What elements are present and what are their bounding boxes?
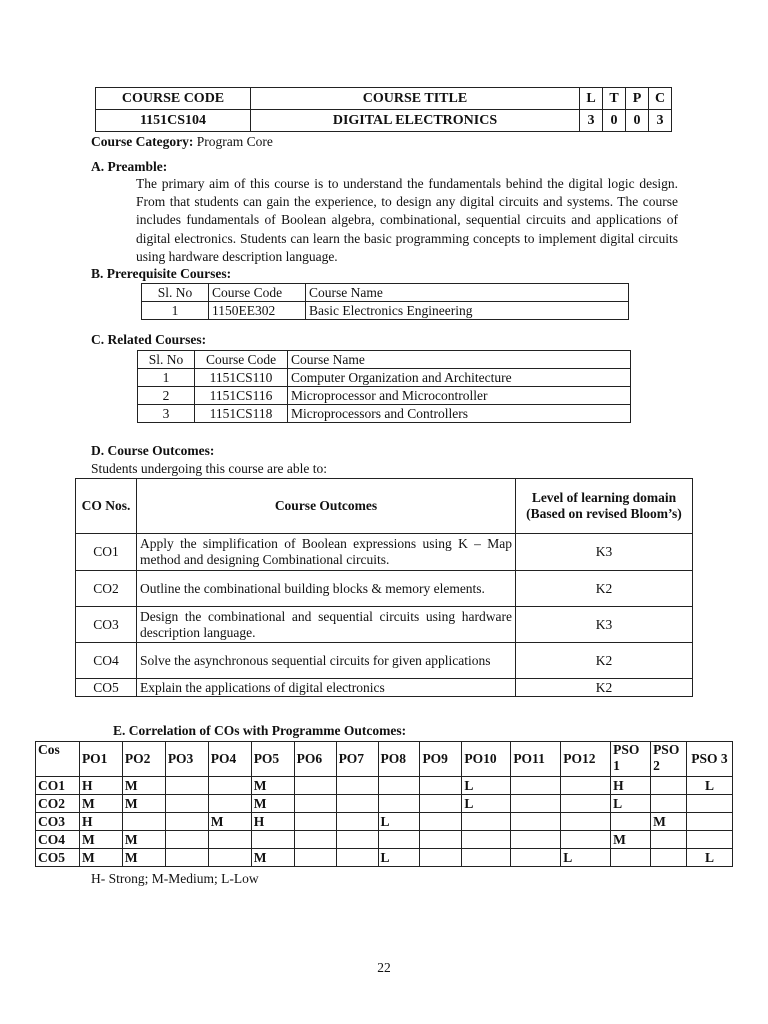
correlation-cell xyxy=(611,849,651,867)
correlation-cell xyxy=(462,813,511,831)
header-p-label: P xyxy=(626,88,649,110)
correlation-cell xyxy=(651,849,687,867)
correlation-cell xyxy=(165,849,208,867)
correlation-row-label: CO4 xyxy=(36,831,80,849)
tutorial-hours: 0 xyxy=(603,110,626,132)
correlation-col-header: PO11 xyxy=(511,742,561,777)
correlation-cell: M xyxy=(122,777,165,795)
co-description: Solve the asynchronous sequential circuits for given applications xyxy=(137,643,516,679)
correlation-cell xyxy=(420,795,462,813)
correlation-cell xyxy=(251,831,294,849)
course-title: DIGITAL ELECTRONICS xyxy=(251,110,580,132)
correlation-cell xyxy=(511,795,561,813)
prerequisite-col-code: Course Code xyxy=(209,284,306,302)
correlation-cell: L xyxy=(561,849,611,867)
table-row xyxy=(36,777,733,795)
prerequisite-table xyxy=(141,283,629,320)
co-description: Apply the simplification of Boolean expressions using K – Map method and designing Combinational circuits. xyxy=(137,534,516,571)
correlation-cell: L xyxy=(378,849,420,867)
correlation-cell xyxy=(462,849,511,867)
correlation-cell xyxy=(336,831,378,849)
correlation-col-header: PO2 xyxy=(122,742,165,777)
correlation-cell xyxy=(294,831,336,849)
correlation-cell: M xyxy=(611,831,651,849)
correlation-cell xyxy=(611,813,651,831)
correlation-cell: H xyxy=(611,777,651,795)
header-t-label: T xyxy=(603,88,626,110)
related-heading: C. Related Courses: xyxy=(91,332,207,347)
co-level: K3 xyxy=(516,607,693,643)
correlation-cell xyxy=(686,813,732,831)
correlation-cell: M xyxy=(122,795,165,813)
page-number: 22 xyxy=(377,960,391,975)
related-table xyxy=(137,350,631,423)
correlation-cell xyxy=(294,777,336,795)
table-cell: 2 xyxy=(138,387,195,405)
outcomes-col-course-outcomes: Course Outcomes xyxy=(137,479,516,534)
header-course-title-label: COURSE TITLE xyxy=(251,88,580,110)
prerequisite-col-slno: Sl. No xyxy=(142,284,209,302)
correlation-cell: M xyxy=(122,849,165,867)
correlation-col-header: PO7 xyxy=(336,742,378,777)
correlation-cell xyxy=(651,795,687,813)
correlation-col-header: PO9 xyxy=(420,742,462,777)
correlation-cell xyxy=(294,795,336,813)
table-cell: 1 xyxy=(138,369,195,387)
correlation-cell xyxy=(420,831,462,849)
table-cell: 3 xyxy=(138,405,195,423)
co-id: CO3 xyxy=(76,607,137,643)
course-category xyxy=(91,134,273,150)
correlation-row-label: CO3 xyxy=(36,813,80,831)
table-cell: Microprocessors and Controllers xyxy=(288,405,631,423)
outcomes-intro: Students undergoing this course are able to: xyxy=(91,461,327,476)
correlation-cell xyxy=(122,813,165,831)
table-row xyxy=(76,534,693,571)
correlation-col-header: Cos xyxy=(36,742,80,777)
correlation-cell: M xyxy=(79,831,122,849)
correlation-cell xyxy=(165,813,208,831)
correlation-cell: H xyxy=(79,777,122,795)
table-cell: Basic Electronics Engineering xyxy=(306,302,629,320)
correlation-cell xyxy=(165,795,208,813)
correlation-cell xyxy=(511,777,561,795)
table-row xyxy=(36,831,733,849)
correlation-cell: L xyxy=(462,795,511,813)
correlation-cell xyxy=(462,831,511,849)
correlation-cell xyxy=(165,777,208,795)
correlation-cell xyxy=(651,777,687,795)
correlation-cell xyxy=(208,831,251,849)
correlation-cell: M xyxy=(251,777,294,795)
related-col-slno: Sl. No xyxy=(138,351,195,369)
correlation-cell xyxy=(561,813,611,831)
correlation-cell: M xyxy=(208,813,251,831)
co-level: K3 xyxy=(516,534,693,571)
table-row xyxy=(76,571,693,607)
table-row xyxy=(76,679,693,697)
correlation-col-header: PO1 xyxy=(79,742,122,777)
correlation-cell xyxy=(561,777,611,795)
correlation-cell xyxy=(511,813,561,831)
table-row xyxy=(36,795,733,813)
course-category-label: Course Category: xyxy=(91,134,194,149)
correlation-legend: H- Strong; M-Medium; L-Low xyxy=(91,871,259,886)
correlation-cell xyxy=(378,777,420,795)
correlation-cell xyxy=(378,795,420,813)
correlation-row-label: CO1 xyxy=(36,777,80,795)
correlation-col-header: PSO 2 xyxy=(651,742,687,777)
credits: 3 xyxy=(649,110,672,132)
co-description: Outline the combinational building blocks & memory elements. xyxy=(137,571,516,607)
table-row xyxy=(138,405,631,423)
correlation-col-header: PO3 xyxy=(165,742,208,777)
correlation-col-header: PSO 1 xyxy=(611,742,651,777)
correlation-cell: L xyxy=(462,777,511,795)
lecture-hours: 3 xyxy=(580,110,603,132)
correlation-cell xyxy=(651,831,687,849)
course-category-value: Program Core xyxy=(193,134,273,149)
correlation-col-header: PSO 3 xyxy=(686,742,732,777)
table-row xyxy=(142,302,629,320)
course-code: 1151CS104 xyxy=(96,110,251,132)
correlation-col-header: PO5 xyxy=(251,742,294,777)
correlation-cell xyxy=(686,831,732,849)
header-course-code-label: COURSE CODE xyxy=(96,88,251,110)
table-row xyxy=(36,849,733,867)
correlation-heading: E. Correlation of COs with Programme Outcomes: xyxy=(113,723,407,738)
co-id: CO5 xyxy=(76,679,137,697)
table-cell: Microprocessor and Microcontroller xyxy=(288,387,631,405)
co-level: K2 xyxy=(516,571,693,607)
co-level: K2 xyxy=(516,643,693,679)
preamble-heading: A. Preamble: xyxy=(91,159,168,174)
correlation-cell xyxy=(208,795,251,813)
table-row xyxy=(138,369,631,387)
correlation-col-header: PO6 xyxy=(294,742,336,777)
correlation-cell: L xyxy=(686,777,732,795)
outcomes-col-co-nos: CO Nos. xyxy=(76,479,137,534)
co-id: CO4 xyxy=(76,643,137,679)
correlation-cell: M xyxy=(79,849,122,867)
table-row xyxy=(76,607,693,643)
correlation-cell: L xyxy=(378,813,420,831)
correlation-cell xyxy=(208,849,251,867)
correlation-cell: M xyxy=(251,849,294,867)
correlation-cell xyxy=(336,849,378,867)
correlation-cell: L xyxy=(611,795,651,813)
table-row xyxy=(36,813,733,831)
co-id: CO1 xyxy=(76,534,137,571)
table-cell: 1 xyxy=(142,302,209,320)
outcomes-col-level: Level of learning domain (Based on revised Bloom’s) xyxy=(516,479,693,534)
co-description: Explain the applications of digital electronics xyxy=(137,679,516,697)
correlation-cell: M xyxy=(251,795,294,813)
correlation-cell: M xyxy=(79,795,122,813)
correlation-cell xyxy=(561,831,611,849)
correlation-col-header: PO4 xyxy=(208,742,251,777)
correlation-cell xyxy=(208,777,251,795)
correlation-col-header: PO12 xyxy=(561,742,611,777)
co-level: K2 xyxy=(516,679,693,697)
header-c-label: C xyxy=(649,88,672,110)
correlation-cell: M xyxy=(651,813,687,831)
table-cell: 1151CS118 xyxy=(195,405,288,423)
correlation-cell xyxy=(378,831,420,849)
correlation-header-row xyxy=(36,742,733,777)
prerequisite-heading: B. Prerequisite Courses: xyxy=(91,266,232,281)
correlation-cell xyxy=(294,813,336,831)
correlation-row-label: CO2 xyxy=(36,795,80,813)
outcomes-heading: D. Course Outcomes: xyxy=(91,443,215,458)
correlation-cell xyxy=(420,777,462,795)
correlation-cell xyxy=(336,813,378,831)
correlation-cell xyxy=(511,849,561,867)
correlation-table xyxy=(35,741,733,867)
correlation-col-header: PO8 xyxy=(378,742,420,777)
correlation-cell xyxy=(165,831,208,849)
co-description: Design the combinational and sequential circuits using hardware description language. xyxy=(137,607,516,643)
correlation-row-label: CO5 xyxy=(36,849,80,867)
correlation-cell: L xyxy=(686,849,732,867)
correlation-cell xyxy=(420,849,462,867)
table-cell: Computer Organization and Architecture xyxy=(288,369,631,387)
correlation-cell: H xyxy=(251,813,294,831)
correlation-cell xyxy=(336,777,378,795)
correlation-cell xyxy=(511,831,561,849)
related-col-name: Course Name xyxy=(288,351,631,369)
practical-hours: 0 xyxy=(626,110,649,132)
correlation-cell: H xyxy=(79,813,122,831)
correlation-cell xyxy=(420,813,462,831)
table-cell: 1151CS116 xyxy=(195,387,288,405)
table-row xyxy=(138,387,631,405)
table-cell: 1150EE302 xyxy=(209,302,306,320)
table-cell: 1151CS110 xyxy=(195,369,288,387)
correlation-cell: M xyxy=(122,831,165,849)
course-header-table xyxy=(95,87,672,132)
preamble-text: The primary aim of this course is to understand the fundamentals behind the digital logic design. From that students can gain the experience, to design any digital circuits and systems. The course includes fundamentals of Boolean algebra, combinational, sequential circuits and applications of digital electronics. Students can learn the basic programming concepts to implement digital circuits using hardware description language. xyxy=(136,176,678,264)
correlation-col-header: PO10 xyxy=(462,742,511,777)
correlation-cell xyxy=(561,795,611,813)
correlation-cell xyxy=(686,795,732,813)
header-l-label: L xyxy=(580,88,603,110)
prerequisite-col-name: Course Name xyxy=(306,284,629,302)
correlation-cell xyxy=(336,795,378,813)
related-col-code: Course Code xyxy=(195,351,288,369)
co-id: CO2 xyxy=(76,571,137,607)
correlation-cell xyxy=(294,849,336,867)
table-row xyxy=(76,643,693,679)
course-outcomes-table xyxy=(75,478,693,697)
